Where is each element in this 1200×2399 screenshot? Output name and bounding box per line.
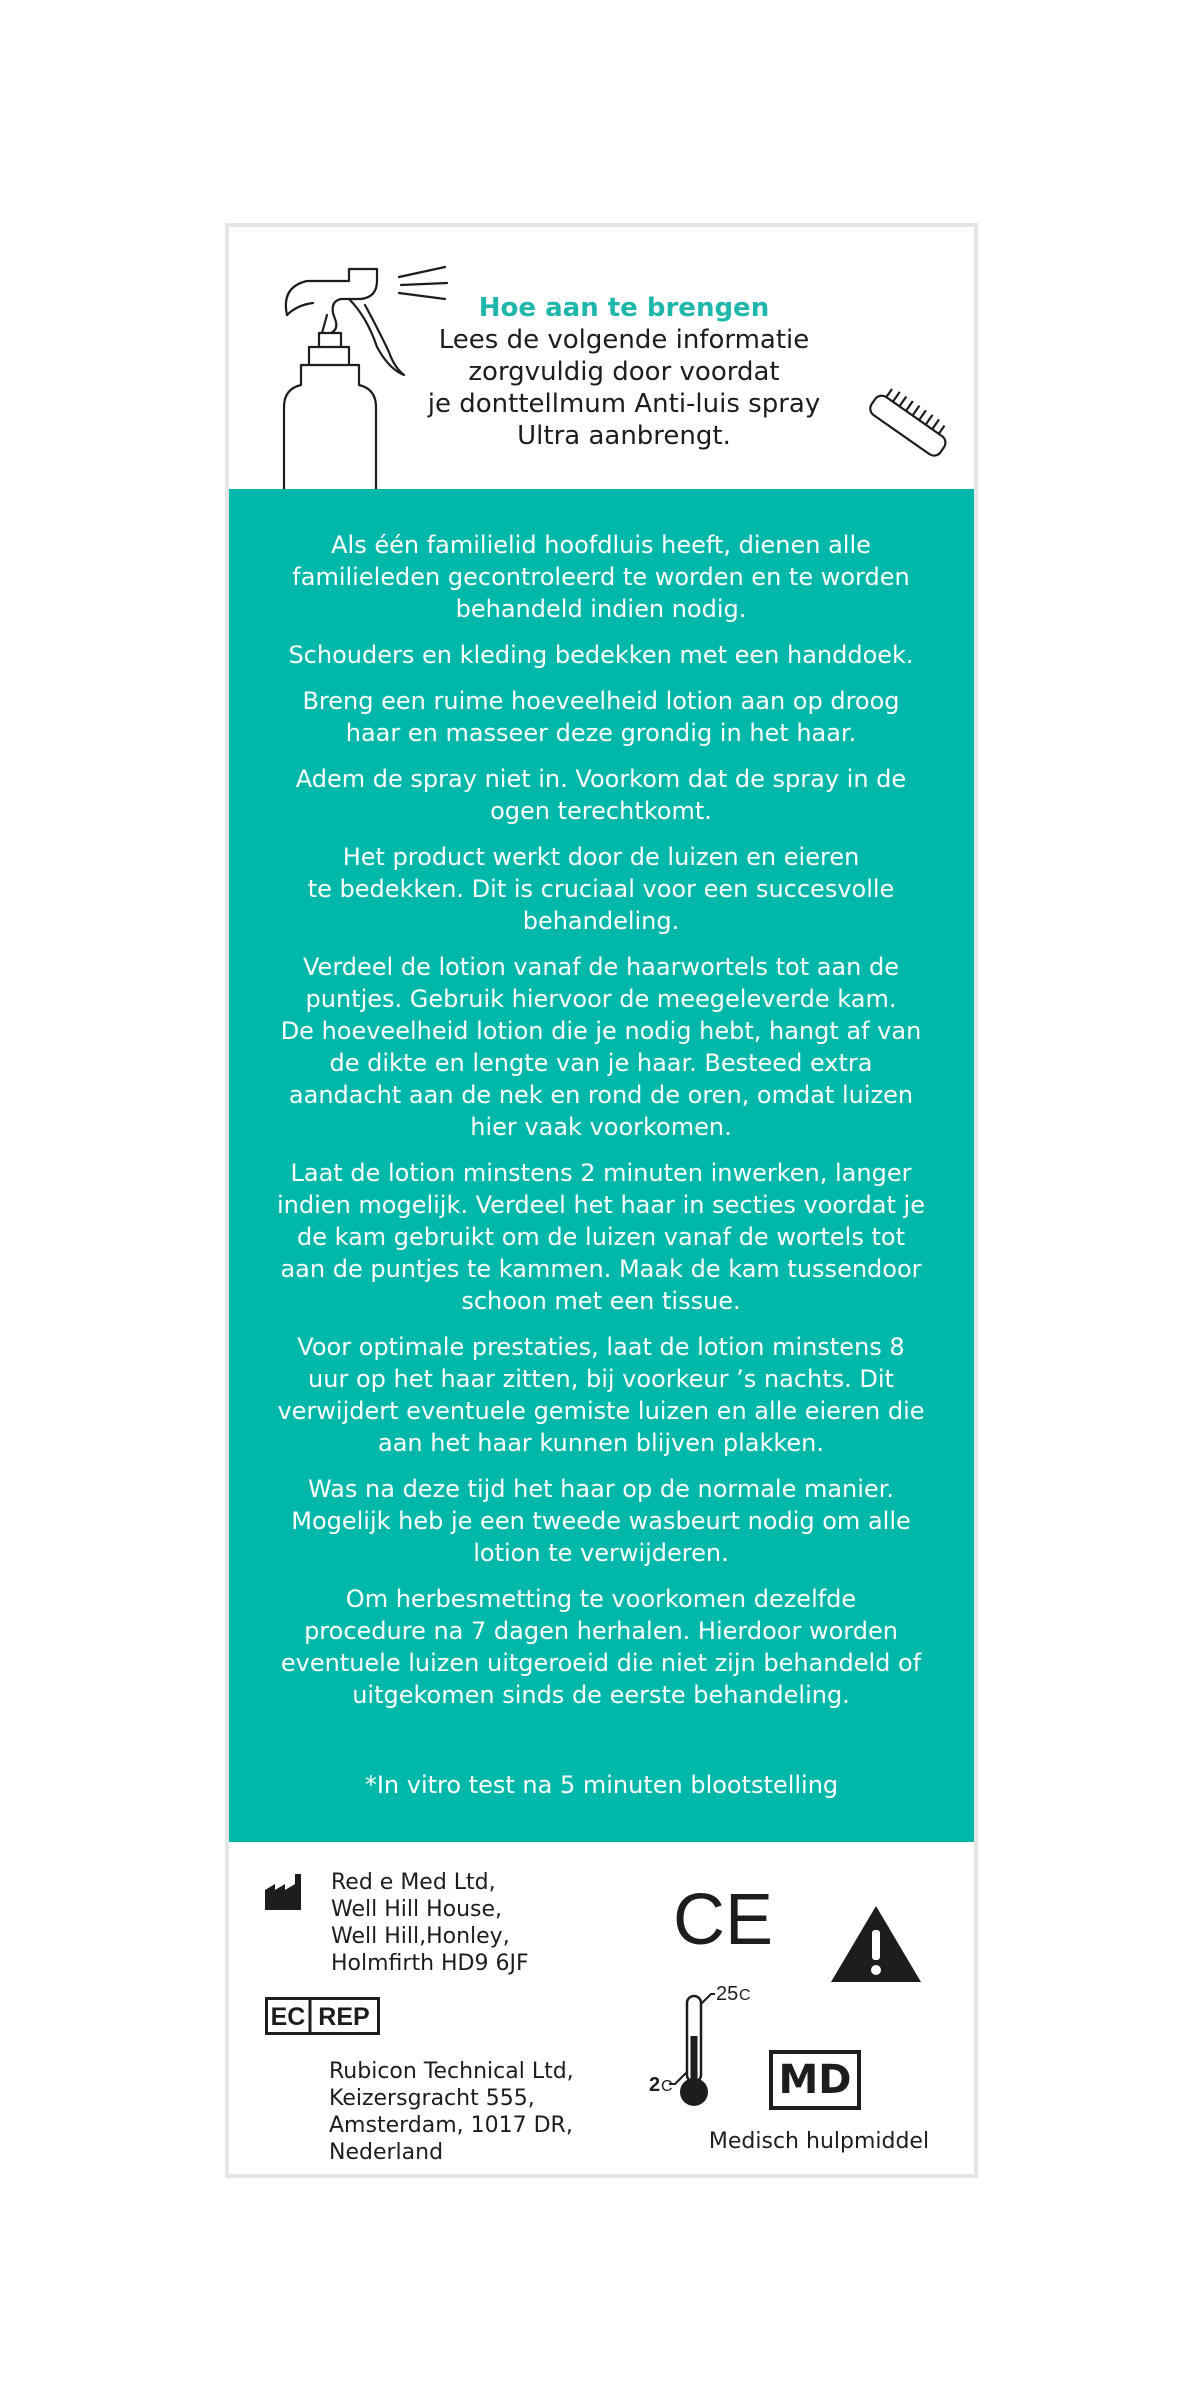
header-title: Hoe aan te brengen [478, 293, 770, 323]
instruction-paragraph [251, 685, 951, 749]
instruction-line: Adem de spray niet in. Voorkom dat de spray in de [295, 765, 907, 793]
ce-mark-text: CE [673, 1884, 773, 1954]
instruction-line: de kam gebruikt om de luizen vanaf de wortels tot [296, 1223, 905, 1251]
instruction-line: Om herbesmetting te voorkomen dezelfde [345, 1585, 857, 1613]
ec-rep-address [329, 2058, 629, 2166]
instruction-line: Laat de lotion minstens 2 minuten inwerken, langer [290, 1159, 912, 1187]
instruction-line: verwijdert eventuele gemiste luizen en alle eieren die [277, 1397, 925, 1425]
header-text [424, 292, 824, 452]
footnote: *In vitro test na 5 minuten blootstelling [364, 1771, 839, 1799]
instruction-paragraph [251, 1331, 951, 1459]
rep-label: REP [318, 2003, 370, 2031]
instruction-line: puntjes. Gebruik hiervoor de meegeleverde kam. [305, 985, 897, 1013]
instruction-line: ogen terechtkomt. [490, 797, 712, 825]
instruction-line: aan het haar kunnen blijven plakken. [378, 1429, 824, 1457]
instruction-paragraph [251, 529, 951, 625]
instruction-line: aandacht aan de nek en rond de oren, omdat luizen [288, 1081, 914, 1109]
instruction-line: Het product werkt door de luizen en eieren [342, 843, 860, 871]
instruction-line: hier vaak voorkomen. [470, 1113, 732, 1141]
address-line: Keizersgracht 555, [329, 2086, 535, 2111]
instruction-line: indien mogelijk. Verdeel het haar in secties voordat je [277, 1191, 925, 1219]
instruction-line: Schouders en kleding bedekken met een handdoek. [288, 641, 914, 669]
instruction-line: Verdeel de lotion vanaf de haarwortels tot aan de [303, 953, 899, 981]
ec-rep-icon [265, 1997, 380, 2035]
address-line: Well Hill House, [331, 1897, 503, 1922]
address-line: Well Hill,Honley, [331, 1924, 510, 1949]
instructions-list [251, 529, 951, 1725]
instruction-line: Voor optimale prestaties, laat de lotion minstens 8 [297, 1333, 905, 1361]
temp-min: 2 [649, 2074, 661, 2096]
header-line: Lees de volgende informatie [438, 325, 810, 355]
temp-max-unit: C [739, 1987, 751, 2004]
header-line: zorgvuldig door voordat [468, 357, 780, 387]
instruction-line: te bedekken. Dit is cruciaal voor een succesvolle [307, 875, 895, 903]
instruction-paragraph [251, 1583, 951, 1711]
manufacturer-address [331, 1869, 631, 1977]
instruction-line: behandeld indien nodig. [455, 595, 747, 623]
instruction-line: Breng een ruime hoeveelheid lotion aan op droog [302, 687, 900, 715]
instruction-line: haar en masseer deze grondig in het haar. [345, 719, 857, 747]
temp-max: 25 [716, 1983, 739, 2005]
address-line: Nederland [329, 2140, 444, 2165]
comb-icon [859, 377, 959, 472]
footer-section [229, 1842, 974, 2176]
instruction-line: schoon met een tissue. [461, 1287, 741, 1315]
instruction-line: uitgekomen sinds de eerste behandeling. [352, 1681, 850, 1709]
header-section [229, 227, 974, 489]
md-label: Medisch hulpmiddel [708, 2129, 930, 2154]
address-line: Holmfirth HD9 6JF [331, 1951, 529, 1976]
instruction-paragraph [251, 639, 951, 671]
ce-mark-icon [673, 1884, 773, 1954]
warning-icon [829, 1904, 923, 1984]
temp-min-unit: C [661, 2078, 673, 2095]
instruction-paragraph [251, 1473, 951, 1569]
instruction-line: familieleden gecontroleerd te worden en te worden [292, 563, 910, 591]
package-panel [225, 223, 978, 2178]
instruction-paragraph [251, 841, 951, 937]
instruction-line: Was na deze tijd het haar op de normale manier. [307, 1475, 894, 1503]
instruction-line: de dikte en lengte van je haar. Besteed extra [329, 1049, 873, 1077]
instruction-line: De hoeveelheid lotion die je nodig hebt, hangt af van [280, 1017, 922, 1045]
md-symbol: MD [769, 2050, 861, 2110]
instruction-line: Mogelijk heb je een tweede wasbeurt nodig om alle [291, 1507, 911, 1535]
address-line: Rubicon Technical Ltd, [329, 2059, 574, 2084]
address-line: Red e Med Ltd, [331, 1870, 496, 1895]
instruction-line: lotion te verwijderen. [473, 1539, 729, 1567]
instruction-line: Als één familielid hoofdluis heeft, dienen alle [331, 531, 871, 559]
instructions-section [229, 489, 974, 1842]
instruction-line: uur op het haar zitten, bij voorkeur ’s nachts. Dit [308, 1365, 894, 1393]
instruction-line: aan de puntjes te kammen. Maak de kam tussendoor [280, 1255, 922, 1283]
instruction-line: procedure na 7 dagen herhalen. Hierdoor worden [304, 1617, 898, 1645]
instruction-line: eventuele luizen uitgeroeid die niet zijn behandeld of [280, 1649, 922, 1677]
header-line: je donttellmum Anti-luis spray [427, 389, 821, 419]
header-line: Ultra aanbrengt. [517, 421, 731, 451]
instruction-line: behandeling. [522, 907, 680, 935]
address-line: Amsterdam, 1017 DR, [329, 2113, 573, 2138]
factory-icon [265, 1874, 305, 1910]
instruction-paragraph [251, 951, 951, 1143]
instruction-paragraph [251, 1157, 951, 1317]
temperature-icon [635, 1976, 785, 2116]
ec-label: EC [270, 2003, 306, 2031]
instruction-paragraph [251, 763, 951, 827]
